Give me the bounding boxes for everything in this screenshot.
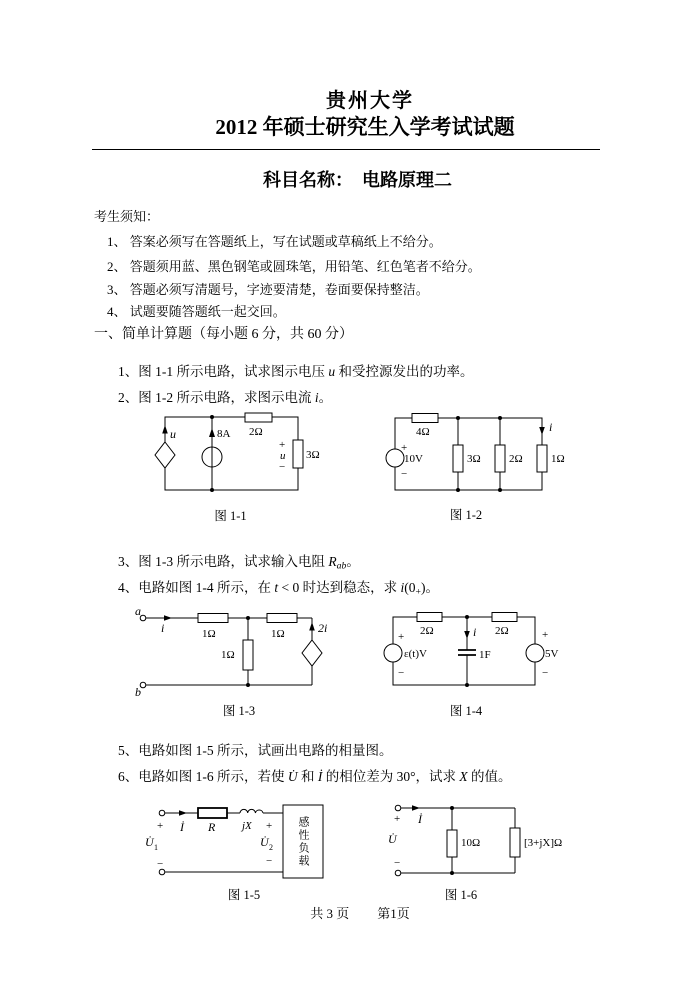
voltage-source-5v [526, 644, 544, 662]
current-arrow-head [464, 631, 470, 639]
label-u2-sub: 2 [269, 843, 273, 852]
question-3: 3、图 1-3 所示电路，试求输入电阻 Rab。 [118, 554, 360, 572]
label-R: R [208, 820, 216, 834]
footer-total-pages: 共 3 页 [310, 906, 350, 921]
dep-arrow-head [309, 622, 315, 631]
label-plus: + [542, 629, 549, 641]
caption-1-2: 图 1-2 [449, 508, 483, 522]
node-dot [246, 616, 250, 620]
label-jX: jX [242, 820, 252, 832]
circuit-1-1 [153, 411, 328, 495]
label-1ohm: 1Ω [221, 649, 235, 661]
node-dot [246, 683, 250, 687]
current-arrow-head [164, 615, 172, 621]
label-voltage: U̇ [388, 832, 397, 846]
label-1ohm: 1Ω [271, 628, 285, 640]
exam-title: 2012 年硕士研究生入学考试试题 [215, 115, 515, 139]
dependent-source-diamond [155, 442, 175, 468]
resistor-10ohm [447, 830, 457, 857]
label-1ohm: 1Ω [202, 628, 216, 640]
label-i: i [161, 621, 165, 635]
label-8a: 8A [217, 428, 231, 440]
notice-item-3: 3、 答题必须写清题号，字迹要清楚，卷面要保持整洁。 [107, 282, 429, 297]
label-minus: − [266, 855, 273, 867]
resistor-2ohm-right [492, 613, 517, 622]
label-10ohm: 10Ω [461, 837, 481, 849]
inductive-load-label: 感性负载 [297, 815, 309, 868]
question-4: 4、电路如图 1-4 所示，在 t < 0 时达到稳态，求 $i(0_+)$。 [118, 580, 440, 598]
label-plus: + [279, 439, 286, 451]
circuit-1-2 [383, 410, 575, 494]
node-dot [498, 488, 502, 492]
question-2: 2、图 1-2 所示电路，求图示电流 i。 [118, 390, 333, 405]
figure-1-6 [385, 798, 580, 906]
label-plus: + [157, 820, 164, 832]
node-dot [465, 683, 469, 687]
resistor-1ohm-mid [243, 640, 253, 670]
node-dot [210, 488, 214, 492]
current-arrow-head [412, 805, 420, 811]
label-u1-sub: 1 [154, 843, 158, 852]
terminal-b [140, 682, 146, 688]
label-et: ε(t)V [404, 648, 427, 660]
label-u1: U̇ [145, 835, 154, 849]
node-dot [450, 806, 454, 810]
node-dot [465, 615, 469, 619]
circuit-1-3 [135, 606, 340, 710]
label-minus: − [279, 461, 286, 473]
figure-1-4 [378, 606, 578, 718]
figure-1-5 [132, 798, 332, 906]
section-heading: 一、简单计算题（每小题 6 分，共 60 分） [94, 327, 353, 342]
question-6: 6、电路如图 1-6 所示，若使 U̇ 和 İ 的相位差为 30°，试求 X 的值。 [118, 769, 512, 784]
header-divider [92, 149, 600, 150]
circuit-1-4 [378, 606, 578, 702]
terminal-bottom [159, 869, 165, 875]
label-3ohm: 3Ω [306, 449, 320, 461]
label-plus: + [401, 442, 408, 454]
label-minus: − [398, 667, 405, 679]
figure-1-1 [153, 411, 328, 523]
university-title: 贵州大学 [326, 90, 414, 112]
label-minus: − [394, 857, 401, 869]
label-2ohm: 2Ω [509, 453, 523, 465]
label-b: b [135, 685, 141, 699]
resistor-R [198, 808, 227, 818]
label-4ohm: 4Ω [416, 426, 430, 438]
label-3ohm: 3Ω [467, 453, 481, 465]
resistor-2ohm [495, 445, 505, 472]
label-u2: U̇ [260, 835, 269, 849]
notice-item-2: 2、 答题须用蓝、黑色钢笔或圆珠笔，用铅笔、红色笔者不给分。 [107, 259, 481, 274]
label-minus: − [157, 858, 164, 870]
label-5v: 5V [545, 648, 559, 660]
caption-1-4: 图 1-4 [449, 704, 483, 718]
resistor-1ohm-left [198, 614, 228, 623]
label-minus: − [401, 468, 408, 480]
current-arrow-head [179, 810, 187, 816]
voltage-source-et [384, 644, 402, 662]
resistor-1ohm-right [267, 614, 297, 623]
resistor-3ohm [293, 440, 303, 468]
label-2ohm: 2Ω [249, 426, 263, 438]
terminal-a [140, 615, 146, 621]
label-1ohm: 1Ω [551, 453, 565, 465]
node-dot [456, 416, 460, 420]
label-i: i [473, 625, 477, 639]
caption-1-6: 图 1-6 [444, 888, 478, 902]
label-u-mid: u [280, 450, 286, 462]
caption-1-1: 图 1-1 [214, 509, 247, 523]
resistor-complex [510, 828, 520, 857]
subject-line: 科目名称： 电路原理二 [263, 170, 452, 190]
resistor-4ohm [412, 414, 438, 423]
label-10v: 10V [404, 453, 423, 465]
label-current: İ [180, 820, 184, 834]
notice-title: 考生须知： [94, 209, 160, 224]
label-plus: + [398, 631, 405, 643]
notice-item-1: 1、 答案必须写在答题纸上，写在试题或草稿纸上不给分。 [107, 234, 442, 249]
label-current: İ [418, 812, 422, 826]
wire-loop [165, 417, 298, 490]
terminal-top [395, 805, 401, 811]
label-2ohm: 2Ω [420, 625, 434, 637]
dependent-source-diamond [302, 640, 322, 666]
question-5: 5、电路如图 1-5 所示，试画出电路的相量图。 [118, 743, 393, 758]
label-plus: + [394, 813, 401, 825]
notice-item-4: 4、 试题要随答题纸一起交回。 [107, 304, 286, 319]
caption-1-3: 图 1-3 [222, 704, 256, 718]
resistor-2ohm-left [417, 613, 442, 622]
node-dot [450, 871, 454, 875]
circuit-1-6 [385, 798, 580, 890]
node-dot [498, 416, 502, 420]
label-3jx: [3+jX]Ω [524, 837, 563, 849]
inductor-coil [240, 809, 263, 813]
caption-1-5: 图 1-5 [227, 888, 261, 902]
label-i: i [549, 420, 553, 434]
label-1f: 1F [479, 649, 491, 661]
figure-1-2 [383, 410, 575, 522]
node-dot [456, 488, 460, 492]
label-2ohm: 2Ω [495, 625, 509, 637]
terminal-bottom [395, 870, 401, 876]
label-plus: + [266, 820, 273, 832]
current-source-arrow-head [209, 428, 215, 437]
label-u: u [170, 427, 176, 441]
terminal-top [159, 810, 165, 816]
resistor-1ohm [537, 445, 547, 472]
question-1: 1、图 1-1 所示电路，试求图示电压 u 和受控源发出的功率。 [118, 364, 474, 379]
node-dot [210, 415, 214, 419]
figure-1-3 [135, 606, 340, 718]
label-a: a [135, 606, 141, 618]
resistor-2ohm [245, 413, 272, 422]
page-footer [260, 903, 460, 922]
label-minus: − [542, 667, 549, 679]
u-arrow-head [162, 425, 168, 434]
label-2i: 2i [318, 621, 328, 635]
footer-page-number: 第1页 [377, 906, 410, 921]
resistor-3ohm [453, 445, 463, 472]
current-arrow-head [539, 427, 545, 435]
